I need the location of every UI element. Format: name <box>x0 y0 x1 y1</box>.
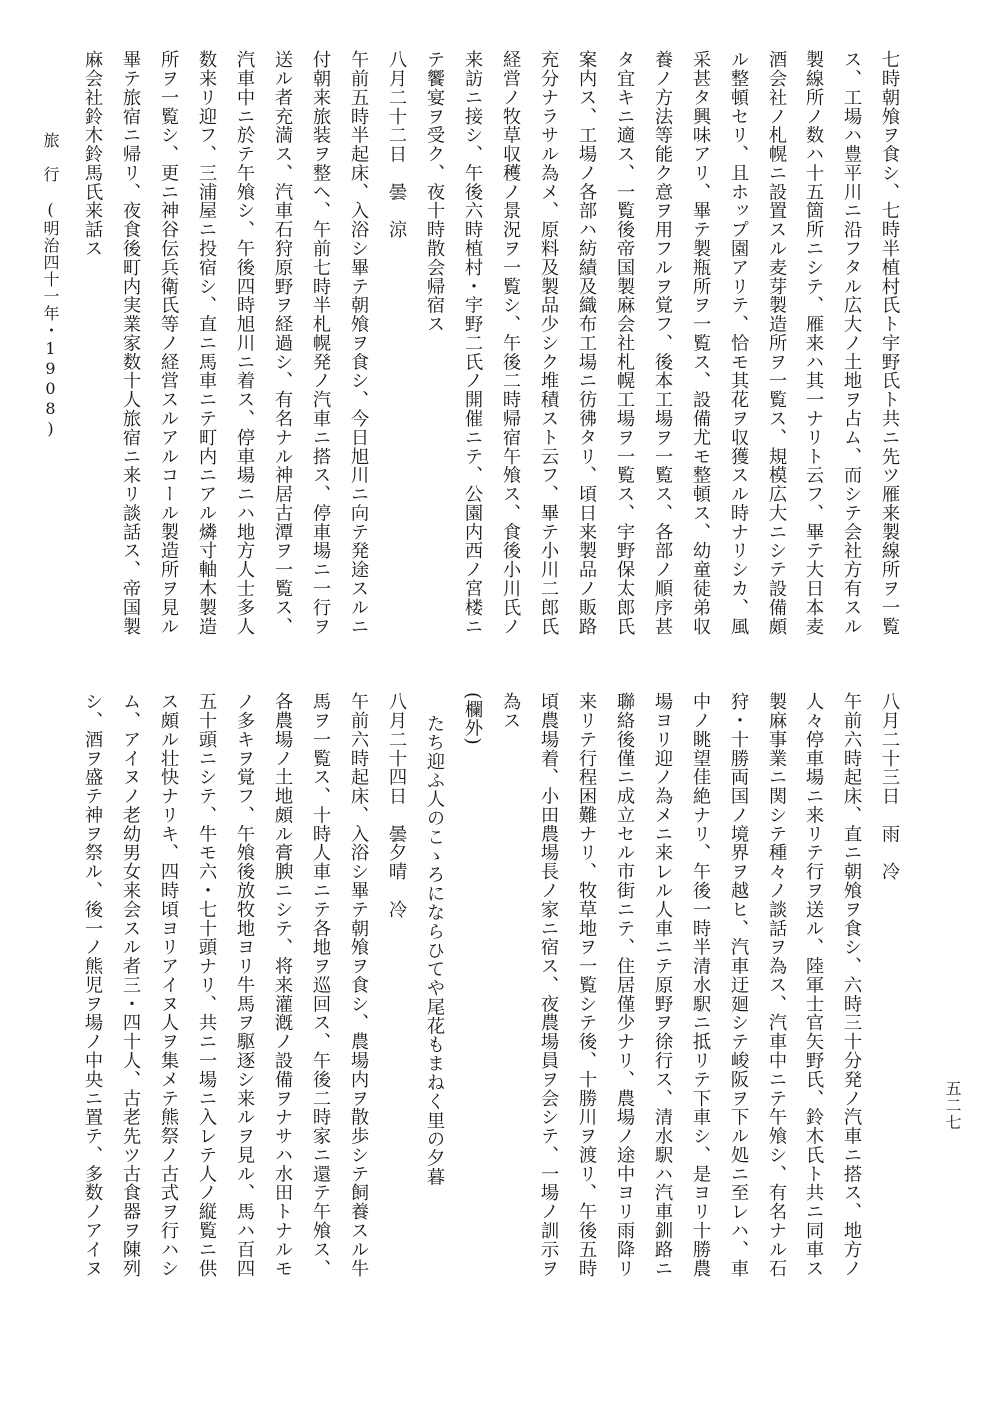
text-line: 為ス <box>500 692 521 730</box>
text-line: ル整頓セリ、且ホップ園アリテ、恰モ其花ヲ収獲スル時ナリシカ、風 <box>728 50 749 636</box>
text-line: 采甚タ興味アリ、畢テ製瓶所ヲ一覧ス、設備尤モ整頓ス、幼童徒弟収 <box>690 50 711 636</box>
text-line: 案内ス、工場ノ各部ハ紡績及織布工場ニ彷彿タリ、頃日来製品ノ販路 <box>576 50 597 636</box>
text-line: ス頗ル壮快ナリキ、四時頃ヨリアイヌ人ヲ集メテ熊祭ノ古式ヲ行ハシ <box>158 692 179 1278</box>
text-line: テ饗宴ヲ受ク、夜十時散会帰宿ス <box>424 50 445 334</box>
text-line: ス、工場ハ豊平川ニ沿フタル広大ノ土地ヲ占ム、而シテ会社方有スル <box>841 50 862 636</box>
text-line: 養ノ方法等能ク意ヲ用フルヲ覚フ、後本工場ヲ一覧ス、各部ノ順序甚 <box>652 50 673 636</box>
text-line: 所ヲ一覧シ、更ニ神谷伝兵衛氏等ノ経営スルアルコール製造所ヲ見ル <box>158 50 179 636</box>
text-line: ム、アイヌノ老幼男女来会スル者三・四十人、古老先ツ古食器ヲ陳列 <box>120 692 141 1278</box>
text-line: 来訪ニ接シ、午後六時植村・宇野二氏ノ開催ニテ、公園内西ノ宮楼ニ <box>462 50 483 636</box>
text-line: 午前六時起床、直ニ朝飧ヲ食シ、六時三十分発ノ汽車ニ搭ス、地方ノ <box>841 692 862 1278</box>
text-line: 午前六時起床、入浴シ畢テ朝飧ヲ食シ、農場内ヲ散歩シテ飼養スル牛 <box>348 692 369 1278</box>
text-line: 酒会社ノ札幌ニ設置スル麦芽製造所ヲ一覧ス、規模広大ニシテ設備頗 <box>766 50 787 636</box>
text-line: 来リテ行程困難ナリ、牧草地ヲ一覧シテ後、十勝川ヲ渡リ、午後五時 <box>576 692 597 1278</box>
text-line: 製麻事業ニ関シテ種々ノ談話ヲ為ス、汽車中ニテ午飧シ、有名ナル石 <box>766 692 787 1278</box>
running-title: 旅 行 (明治四十一年・1908) <box>41 132 60 439</box>
text-line: 数来リ迎フ、三浦屋ニ投宿シ、直ニ馬車ニテ町内ニアル燐寸軸木製造 <box>196 50 217 636</box>
text-line: 場ヨリ迎ノ為メニ来レル人車ニテ原野ヲ徐行ス、清水駅ハ汽車釧路ニ <box>652 692 673 1278</box>
text-line: 充分ナラサル為メ、原料及製品少シク堆積スト云フ、畢テ小川二郎氏 <box>538 50 559 636</box>
text-line: 送ル者充満ス、汽車石狩原野ヲ経過シ、有名ナル神居古潭ヲ一覧ス、 <box>272 50 293 636</box>
text-line: 経営ノ牧草収穫ノ景況ヲ一覧シ、午後二時帰宿午飧ス、食後小川氏ノ <box>500 50 521 636</box>
page-number: 五二七 <box>943 1080 962 1131</box>
text-line: タ宜キニ適ス、一覧後帝国製麻会社札幌工場ヲ一覧ス、宇野保太郎氏 <box>614 50 635 636</box>
text-line: 聯絡後僅ニ成立セル市街ニテ、住居僅少ナリ、農場ノ途中ヨリ雨降リ <box>614 692 635 1278</box>
text-line: 五十頭ニシテ、牛モ六・七十頭ナリ、共ニ一場ニ入レテ人ノ縦覧ニ供 <box>196 692 217 1278</box>
text-line: 中ノ眺望佳絶ナリ、午後一時半清水駅ニ抵リテ下車シ、是ヨリ十勝農 <box>690 692 711 1278</box>
text-line: 頃農場着、小田農場長ノ家ニ宿ス、夜農場員ヲ会シテ、一場ノ訓示ヲ <box>538 692 559 1278</box>
text-line: 汽車中ニ於テ午飧シ、午後四時旭川ニ着ス、停車場ニハ地方人士多人 <box>234 50 255 636</box>
entry-date: 八月二十四日 曇夕晴 冷 <box>386 692 407 919</box>
text-line: 人々停車場ニ来リテ行ヲ送ル、陸軍士官矢野氏、鈴木氏ト共ニ同車ス <box>803 692 824 1278</box>
entry-date: 八月二十二日 曇 涼 <box>386 50 407 239</box>
text-line: 付朝来旅装ヲ整ヘ、午前七時半札幌発ノ汽車ニ搭ス、停車場ニ一行ヲ <box>310 50 331 636</box>
text-line: シ、酒ヲ盛テ神ヲ祭ル、後一ノ熊児ヲ場ノ中央ニ置テ、多数ノアイヌ <box>82 692 103 1278</box>
entry-date: 八月二十三日 雨 冷 <box>879 692 900 881</box>
text-line: 製線所ノ数ハ十五箇所ニシテ、雁来ハ其一ナリト云フ、畢テ大日本麦 <box>803 50 824 636</box>
text-line: 畢テ旅宿ニ帰リ、夜食後町内実業家数十人旅宿ニ来リ談話ス、帝国製 <box>120 50 141 636</box>
text-line: 馬ヲ一覧ス、十時人車ニテ各地ヲ巡回ス、午後二時家ニ還テ午飧ス、 <box>310 692 331 1278</box>
text-line: 午前五時半起床、入浴シ畢テ朝飧ヲ食シ、今日旭川ニ向テ発途スルニ <box>348 50 369 636</box>
text-line: ノ多キヲ覚フ、午飧後放牧地ヨリ牛馬ヲ駆逐シ来ルヲ見ル、馬ハ百四 <box>234 692 255 1278</box>
margin-note-label: (欄外) <box>462 692 483 746</box>
poem-line: たち迎ふ人のこゝろにならひてや尾花もまねく里の夕暮 <box>424 714 445 1187</box>
text-line: 七時朝飧ヲ食シ、七時半植村氏ト宇野氏ト共ニ先ツ雁来製線所ヲ一覧 <box>879 50 900 636</box>
text-line: 狩・十勝両国ノ境界ヲ越ヒ、汽車迂廻シテ峻阪ヲ下ル処ニ至レハ、車 <box>728 692 749 1278</box>
text-line: 麻会社鈴木鈴馬氏来話ス <box>82 50 103 258</box>
text-line: 各農場ノ土地頗ル膏腴ニシテ、将来灌漑ノ設備ヲナサハ水田トナルモ <box>272 692 293 1278</box>
